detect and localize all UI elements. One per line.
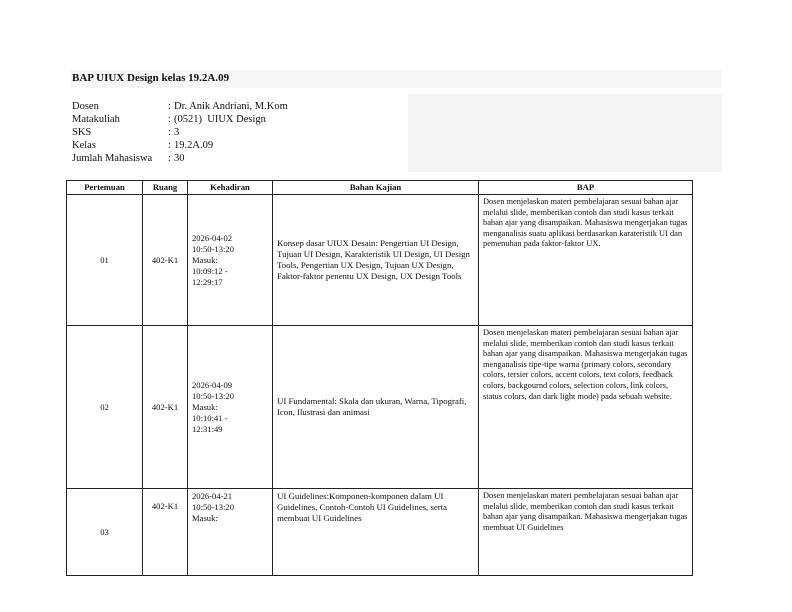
table-row: [67, 326, 693, 489]
info-label: Kelas: [72, 140, 96, 151]
header-ruang: Ruang: [143, 181, 188, 195]
cell-kehadiran: [188, 326, 273, 489]
kehadiran-time: 10:50-13:20: [192, 502, 235, 512]
cell-bahan-kajian: UI Fundamental: Skala dan ukuran, Warna, Tipografi, Icon, Ilustrasi dan animasi: [273, 326, 479, 489]
header-pertemuan: Pertemuan: [67, 181, 143, 195]
header-kehadiran: Kehadiran: [188, 181, 273, 195]
kehadiran-masuk-label: Masuk:: [192, 401, 218, 412]
document-title: BAP UIUX Design kelas 19.2A.09: [72, 72, 230, 84]
cell-kehadiran: [188, 489, 273, 576]
cell-bahan-kajian: UI Guidelines:Komponen-komponen dalam UI Guidelines, Contoh-Contoh UI Guidelines, serta membuat UI Guidelines: [273, 489, 479, 576]
kehadiran-masuk-start: 10:10:41 -: [192, 412, 228, 423]
cell-ruang: 402-K1: [143, 326, 188, 489]
meta-shaded-block: [408, 94, 722, 172]
cell-bap: Dosen menjelaskan materi pembelajaran sesuai bahan ajar melalui slide, memberikan contoh dan studi kasus terkait bahan ajar yang disampaikan. Mahasiswa mengerjakan tugas membuat UI Guidelines: [479, 489, 693, 576]
kehadiran-masuk-label: Masuk:: [192, 254, 218, 265]
info-value: 3: [174, 127, 180, 138]
info-value: 30: [174, 153, 185, 164]
kehadiran-date: 2026-04-02: [192, 232, 233, 243]
header-bap: BAP: [479, 181, 693, 195]
kehadiran-date: 2026-04-09: [192, 379, 233, 390]
kehadiran-masuk-start: 10:09:12 -: [192, 265, 228, 276]
cell-pertemuan: 03: [67, 489, 143, 576]
info-row-sks: SKS : 3: [72, 127, 180, 138]
cell-pertemuan: 01: [67, 195, 143, 326]
kehadiran-masuk-end: 12:29:17: [192, 276, 223, 287]
info-value: 19.2A.09: [174, 140, 214, 151]
bap-table: [66, 180, 693, 576]
cell-bahan-kajian: Konsep dasar UIUX Desain: Pengertian UI Design, Tujuan UI Design, Karakteristik UI Design, UI Design Tools, Pengertian UX Design, Tujuan UX Design, Faktor-faktor penentu UX Design, UX Design Tools: [273, 195, 479, 326]
info-label: Matakuliah: [72, 114, 120, 125]
cell-bap: Dosen menjelaskan materi pembelajaran sesuai bahan ajar melalui slide, memberikan contoh dan studi kasus terkait bahan ajar yang disampaikan. Mahasiswa mengerjakan tugas menganalisis tipe-tipe warna (primary colors, secondary colors, tersier colors, accent colors, text colors, feedback colors, backgournd colors, selection colors, link colors, status colors, dan dark light mode) pada sebuah website.: [479, 326, 693, 489]
info-label: Jumlah Mahasiswa: [72, 153, 153, 164]
table-header-row: [67, 181, 693, 195]
info-label: SKS: [72, 127, 92, 138]
cell-bap: Dosen menjelaskan materi pembelajaran sesuai bahan ajar melalui slide, memberikan contoh dan studi kasus terkait bahan ajar yang disampaikan. Mahasiswa mengerjakan tugas menganalisis suatu aplikasi berdasarkan karateristik UI dan pemenuhan pada faktor-faktor UX.: [479, 195, 693, 326]
kehadiran-date: 2026-04-21: [192, 491, 233, 501]
cell-kehadiran: [188, 195, 273, 326]
info-row-kelas: Kelas : 19.2A.09: [72, 140, 214, 151]
info-row-matakuliah: Matakuliah : (0521) UIUX Design: [72, 114, 266, 125]
kehadiran-time: 10:50-13:20: [192, 390, 235, 401]
cell-ruang: 402-K1: [143, 489, 188, 576]
cell-ruang: 402-K1: [143, 195, 188, 326]
info-label: Dosen: [72, 101, 99, 112]
info-row-dosen: Dosen : Dr. Anik Andriani, M.Kom: [72, 101, 288, 112]
kehadiran-time: 10:50-13:20: [192, 243, 235, 254]
table-row: [67, 489, 693, 576]
info-value: Dr. Anik Andriani, M.Kom: [174, 101, 288, 112]
cell-pertemuan: 02: [67, 326, 143, 489]
info-value: (0521) UIUX Design: [174, 114, 266, 125]
header-bahan-kajian: Bahan Kajian: [273, 181, 479, 195]
table-row: [67, 195, 693, 326]
info-row-jumlah-mahasiswa: Jumlah Mahasiswa : 30: [72, 153, 185, 164]
kehadiran-masuk-label: Masuk:: [192, 513, 218, 523]
course-info: [72, 100, 288, 165]
kehadiran-masuk-end: 12:31:49: [192, 423, 223, 434]
